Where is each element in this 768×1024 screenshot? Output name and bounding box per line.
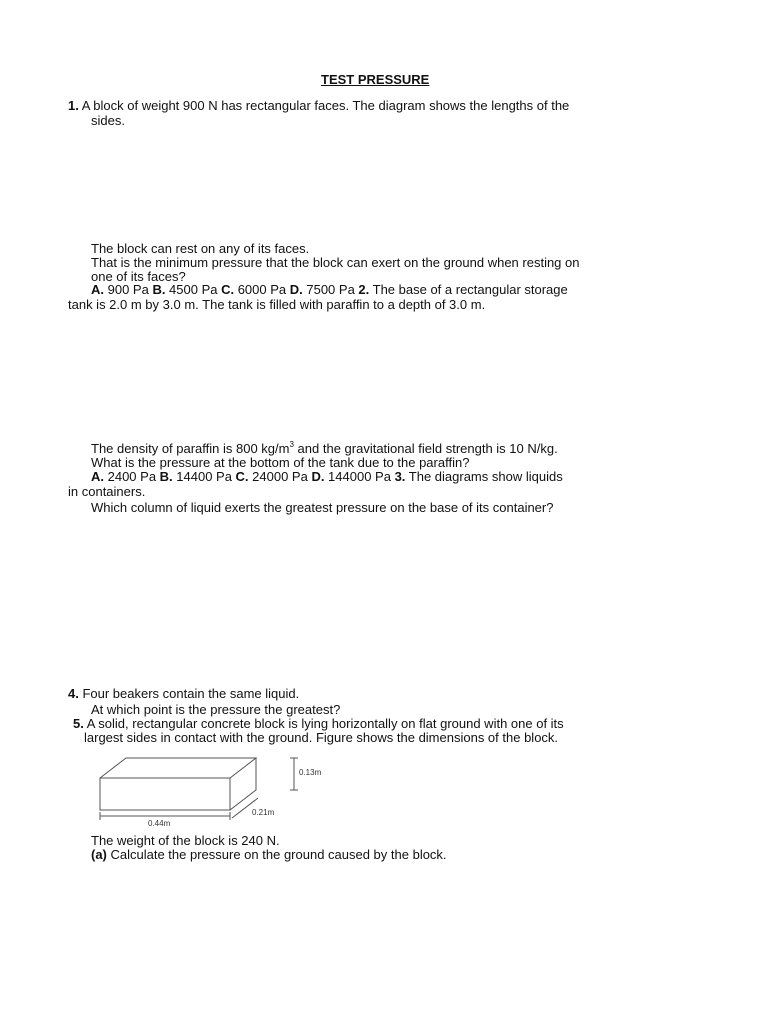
q2-opt-c: C. — [235, 469, 249, 484]
q1-number: 1. — [68, 98, 79, 113]
q2-val-c: 24000 Pa — [248, 469, 312, 484]
q1-opt-d: D. — [289, 282, 303, 297]
q2-val-a: 2400 Pa — [104, 469, 160, 484]
depth-label: 0.21m — [252, 808, 275, 817]
q2-opt-a: A. — [91, 469, 104, 484]
q1-opt-b: B. — [152, 282, 166, 297]
concrete-block-figure — [96, 752, 346, 830]
q3-line2: in containers. — [68, 484, 146, 499]
q2-val-d: 144000 Pa — [324, 469, 395, 484]
q1-line1 — [68, 98, 569, 113]
q1-opt-a: A. — [91, 282, 104, 297]
q2-number: 2. — [358, 282, 370, 297]
q2-density — [91, 441, 558, 456]
q2-question: What is the pressure at the bottom of the tank due to the paraffin? — [91, 455, 470, 470]
q1-options — [91, 282, 568, 297]
q1-val-d: 7500 Pa — [302, 282, 359, 297]
q3-number: 3. — [394, 469, 406, 484]
q2-density-pre: The density of paraffin is 800 kg/m — [91, 441, 290, 456]
q1-text: A block of weight 900 N has rectangular faces. The diagram shows the lengths of the — [78, 98, 570, 113]
q1-line2: sides. — [91, 113, 125, 128]
q1-val-c: 6000 Pa — [234, 282, 290, 297]
q5-part-a-text: Calculate the pressure on the ground caused by the block. — [106, 847, 447, 862]
q1-val-b: 4500 Pa — [165, 282, 222, 297]
q2-val-b: 14400 Pa — [172, 469, 236, 484]
q2-options — [91, 469, 563, 484]
q4-text: Four beakers contain the same liquid. — [78, 686, 300, 701]
q2-density-post: and the gravitational field strength is 10 N/kg. — [293, 441, 558, 456]
q1-opt-c: C. — [221, 282, 235, 297]
q5-part-a — [91, 847, 447, 862]
q5-line1 — [73, 716, 564, 731]
q3-text: The diagrams show liquids — [405, 469, 563, 484]
q4-line1 — [68, 686, 299, 701]
q1-line3: The block can rest on any of its faces. — [91, 241, 310, 256]
block-front-face — [100, 778, 230, 810]
q1-line5: one of its faces? — [91, 269, 186, 284]
q5-line2: largest sides in contact with the ground. Figure shows the dimensions of the block. — [84, 730, 559, 745]
q5-weight: The weight of the block is 240 N. — [91, 833, 280, 848]
q2-opt-b: B. — [159, 469, 173, 484]
height-label: 0.13m — [299, 768, 322, 777]
q1-line4: That is the minimum pressure that the block can exert on the ground when resting on — [91, 255, 580, 270]
q5-text: A solid, rectangular concrete block is lying horizontally on flat ground with one of its — [83, 716, 564, 731]
q2-text: The base of a rectangular storage — [369, 282, 568, 297]
q2-density-sup: 3 — [289, 439, 294, 449]
q1-val-a: 900 Pa — [104, 282, 153, 297]
q4-line2: At which point is the pressure the greatest? — [91, 702, 341, 717]
q4-number: 4. — [68, 686, 79, 701]
block-top-face — [100, 758, 256, 778]
q2-line2: tank is 2.0 m by 3.0 m. The tank is filled with paraffin to a depth of 3.0 m. — [68, 297, 486, 312]
q2-opt-d: D. — [311, 469, 325, 484]
q5-part-a-label: (a) — [91, 847, 107, 862]
q3-line3: Which column of liquid exerts the greatest pressure on the base of its container? — [91, 500, 554, 515]
length-label: 0.44m — [148, 819, 171, 828]
page-title: TEST PRESSURE — [321, 72, 430, 87]
q5-number: 5. — [73, 716, 84, 731]
